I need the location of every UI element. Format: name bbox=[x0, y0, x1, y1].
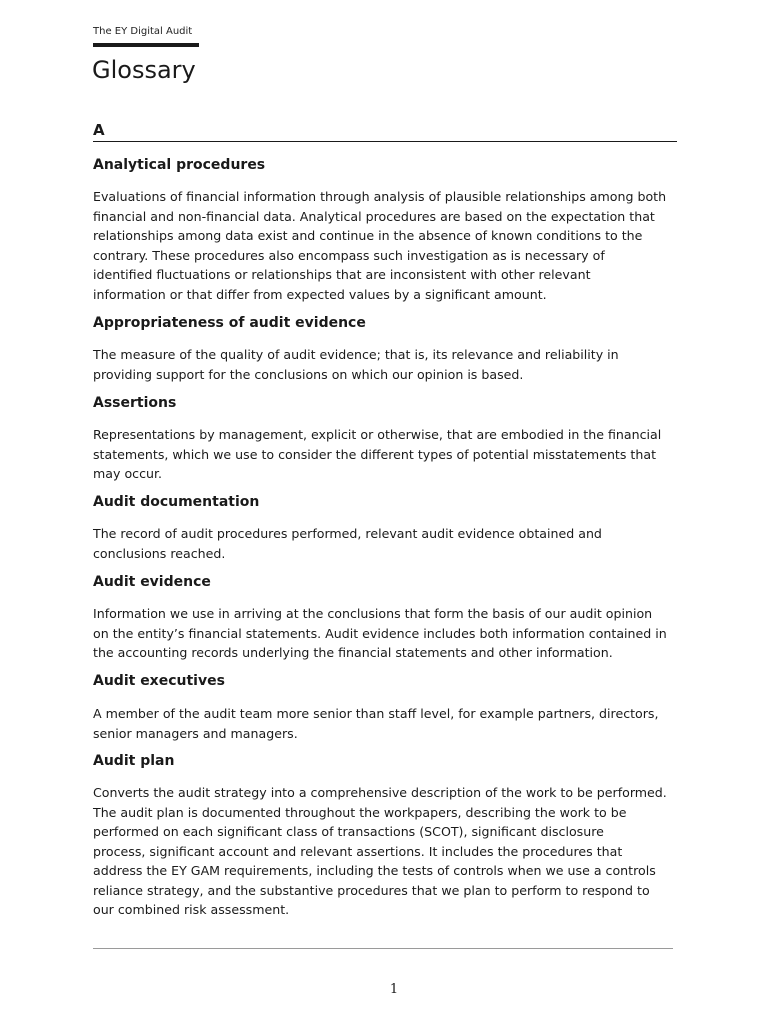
glossary-definition bbox=[93, 425, 679, 484]
definition-line: A member of the audit team more senior than staff level, for example partners, directors, bbox=[93, 706, 659, 721]
definition-line: information or that differ from expected values by a significant amount. bbox=[93, 286, 547, 302]
glossary-definition bbox=[93, 345, 679, 384]
section-letter: A bbox=[93, 121, 105, 139]
glossary-definition bbox=[93, 187, 679, 304]
definition-line: conclusions reached. bbox=[93, 545, 226, 561]
definition-line: statements, which we use to consider the different types of potential misstatements that bbox=[93, 446, 657, 462]
running-header: The EY Digital Audit bbox=[93, 26, 193, 37]
page-number: 1 bbox=[389, 982, 399, 997]
definition-line: the accounting records underlying the financial statements and other information. bbox=[93, 645, 613, 660]
glossary-term: Analytical procedures bbox=[93, 157, 266, 173]
definition-line: reliance strategy, and the substantive procedures that we plan to perform to respond to bbox=[93, 882, 650, 898]
definition-line: performed on each significant class of transactions (SCOT), significant disclosure bbox=[93, 824, 604, 839]
definition-line: Representations by management, explicit or otherwise, that are embodied in the financial bbox=[93, 427, 662, 442]
definition-line: The measure of the quality of audit evidence; that is, its relevance and reliability in bbox=[93, 347, 619, 362]
glossary-definition bbox=[93, 524, 679, 563]
definition-line: senior managers and managers. bbox=[93, 725, 298, 741]
glossary-term: Audit evidence bbox=[93, 574, 211, 590]
definition-line: process, significant account and relevant assertions. It includes the procedures that bbox=[93, 843, 623, 859]
definition-line: providing support for the conclusions on which our opinion is based. bbox=[93, 366, 524, 382]
definition-line: The record of audit procedures performed, relevant audit evidence obtained and bbox=[93, 526, 602, 541]
definition-line: financial and non-financial data. Analytical procedures are based on the expectation that bbox=[93, 208, 655, 224]
definition-line: our combined risk assessment. bbox=[93, 902, 290, 917]
glossary-term: Appropriateness of audit evidence bbox=[93, 315, 366, 331]
glossary-term: Audit documentation bbox=[93, 494, 260, 510]
glossary-term: Audit executives bbox=[93, 673, 225, 689]
definition-line: Converts the audit strategy into a comprehensive description of the work to be performed. bbox=[93, 785, 667, 800]
glossary-definition bbox=[93, 704, 679, 743]
definition-line: may occur. bbox=[93, 466, 163, 481]
definition-line: address the EY GAM requirements, including the tests of controls when we use a controls bbox=[93, 863, 656, 878]
definition-line: The audit plan is documented throughout the workpapers, describing the work to be bbox=[93, 804, 627, 820]
page-title: Glossary bbox=[92, 56, 196, 84]
footer-rule bbox=[93, 948, 673, 949]
definition-line: on the entity’s financial statements. Audit evidence includes both information contained in bbox=[93, 625, 667, 641]
definition-line: identified fluctuations or relationships that are inconsistent with other relevant bbox=[93, 267, 591, 282]
glossary-term: Audit plan bbox=[93, 753, 175, 769]
glossary-definition bbox=[93, 783, 679, 920]
glossary-definition bbox=[93, 604, 679, 663]
definition-line: contrary. These procedures also encompass such investigation as is necessary of bbox=[93, 247, 605, 263]
definition-line: Information we use in arriving at the conclusions that form the basis of our audit opinion bbox=[93, 606, 653, 621]
glossary-term: Assertions bbox=[93, 395, 177, 411]
definition-line: relationships among data exist and continue in the absence of known conditions to the bbox=[93, 228, 643, 243]
section-divider bbox=[93, 141, 677, 142]
definition-line: Evaluations of financial information through analysis of plausible relationships among both bbox=[93, 189, 667, 204]
header-rule bbox=[93, 43, 199, 47]
